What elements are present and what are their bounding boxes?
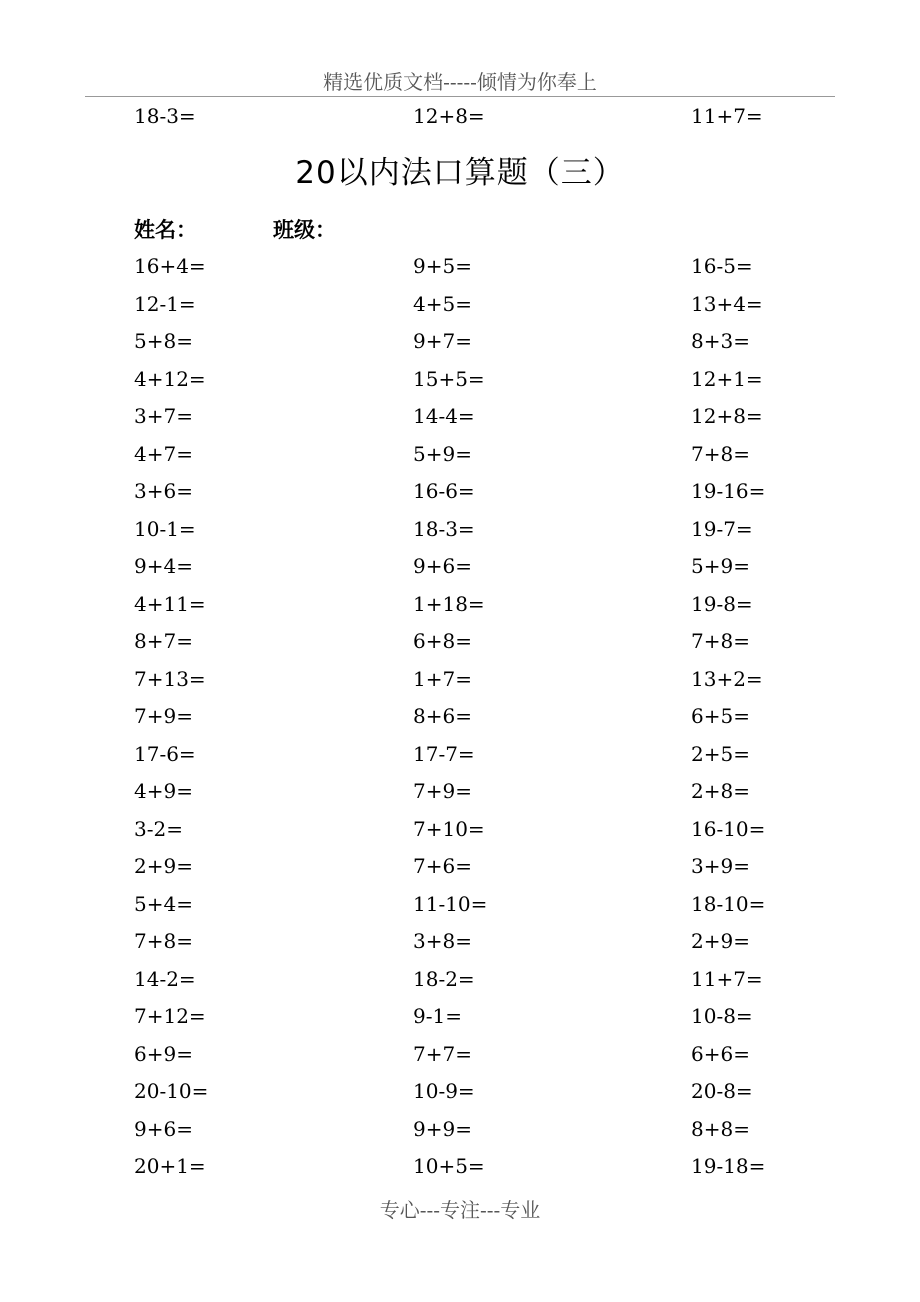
problem-row [0,814,920,844]
problem: 2+5= [691,742,750,766]
problem: 18-2= [413,967,475,991]
problem-row [0,851,920,881]
problem: 16-6= [413,479,475,503]
problem: 7+8= [691,629,750,653]
problem-row [0,326,920,356]
problem: 16-10= [691,817,766,841]
problem-row [0,739,920,769]
problem: 1+7= [413,667,472,691]
problem: 14-4= [413,404,475,428]
problem: 8+7= [134,629,193,653]
problem-row [0,1039,920,1069]
problem: 11+7= [691,104,763,128]
problem: 7+6= [413,854,472,878]
problem: 7+9= [134,704,193,728]
problem: 20-8= [691,1079,753,1103]
carryover-row [0,101,920,131]
problem-row [0,551,920,581]
problem: 6+5= [691,704,750,728]
problem: 9+4= [134,554,193,578]
problem: 3+8= [413,929,472,953]
problem: 18-3= [134,104,196,128]
problem: 9-1= [413,1004,462,1028]
problem: 12+8= [691,404,763,428]
problem: 12-1= [134,292,196,316]
problem: 5+8= [134,329,193,353]
problem-row [0,1114,920,1144]
problem: 7+7= [413,1042,472,1066]
problem: 4+7= [134,442,193,466]
problem: 19-16= [691,479,766,503]
problem: 11+7= [691,967,763,991]
problem-row [0,289,920,319]
problem: 16+4= [134,254,206,278]
student-info-row [0,214,920,246]
problem: 5+4= [134,892,193,916]
problem: 8+8= [691,1117,750,1141]
problem: 14-2= [134,967,196,991]
worksheet-title: 20以内法口算题（三） [295,155,625,191]
problem: 15+5= [413,367,485,391]
problem-row [0,251,920,281]
problem: 7+10= [413,817,485,841]
problem: 3-2= [134,817,183,841]
problem-row [0,1001,920,1031]
problem: 19-8= [691,592,753,616]
problem: 2+9= [134,854,193,878]
problem: 8+6= [413,704,472,728]
problem: 13+2= [691,667,763,691]
problem: 10-8= [691,1004,753,1028]
problem: 7+13= [134,667,206,691]
problem: 4+11= [134,592,206,616]
problem: 3+7= [134,404,193,428]
problem-row [0,401,920,431]
problem: 9+9= [413,1117,472,1141]
problem: 12+8= [413,104,485,128]
problem: 5+9= [413,442,472,466]
problem: 20-10= [134,1079,209,1103]
problem-row [0,476,920,506]
problem-row [0,701,920,731]
page-footer: 专心---专注---专业 [379,1198,541,1222]
problem: 19-7= [691,517,753,541]
problem-row [0,776,920,806]
class-label: 班级： [273,217,336,242]
problem: 4+9= [134,779,193,803]
problem-row [0,1151,920,1181]
problem: 10-9= [413,1079,475,1103]
problem: 8+3= [691,329,750,353]
problem: 6+8= [413,629,472,653]
problem: 12+1= [691,367,763,391]
problem-row [0,364,920,394]
problem: 7+12= [134,1004,206,1028]
problem: 4+5= [413,292,472,316]
problem-row [0,926,920,956]
problem: 10+5= [413,1154,485,1178]
problem-row [0,439,920,469]
problem: 18-10= [691,892,766,916]
problem: 2+9= [691,929,750,953]
name-label: 姓名： [134,217,197,242]
problem: 3+9= [691,854,750,878]
problem: 17-7= [413,742,475,766]
problem: 6+9= [134,1042,193,1066]
problem: 11-10= [413,892,488,916]
page-header: 精选优质文档-----倾情为你奉上 [323,70,597,94]
problem: 18-3= [413,517,475,541]
problem: 7+9= [413,779,472,803]
problem: 2+8= [691,779,750,803]
problem-row [0,1076,920,1106]
problem: 9+5= [413,254,472,278]
problem: 16-5= [691,254,753,278]
problem: 4+12= [134,367,206,391]
problem: 13+4= [691,292,763,316]
problem: 6+6= [691,1042,750,1066]
problem: 9+7= [413,329,472,353]
problem: 3+6= [134,479,193,503]
problem: 9+6= [134,1117,193,1141]
problem: 1+18= [413,592,485,616]
header-divider [85,96,835,97]
problem: 10-1= [134,517,196,541]
problem: 9+6= [413,554,472,578]
problem: 7+8= [134,929,193,953]
problem-row [0,889,920,919]
problem: 17-6= [134,742,196,766]
problem-row [0,964,920,994]
problem: 19-18= [691,1154,766,1178]
problem-row [0,589,920,619]
problem-row [0,514,920,544]
problem: 20+1= [134,1154,206,1178]
problem-row [0,626,920,656]
problem-row [0,664,920,694]
problem: 7+8= [691,442,750,466]
problem: 5+9= [691,554,750,578]
